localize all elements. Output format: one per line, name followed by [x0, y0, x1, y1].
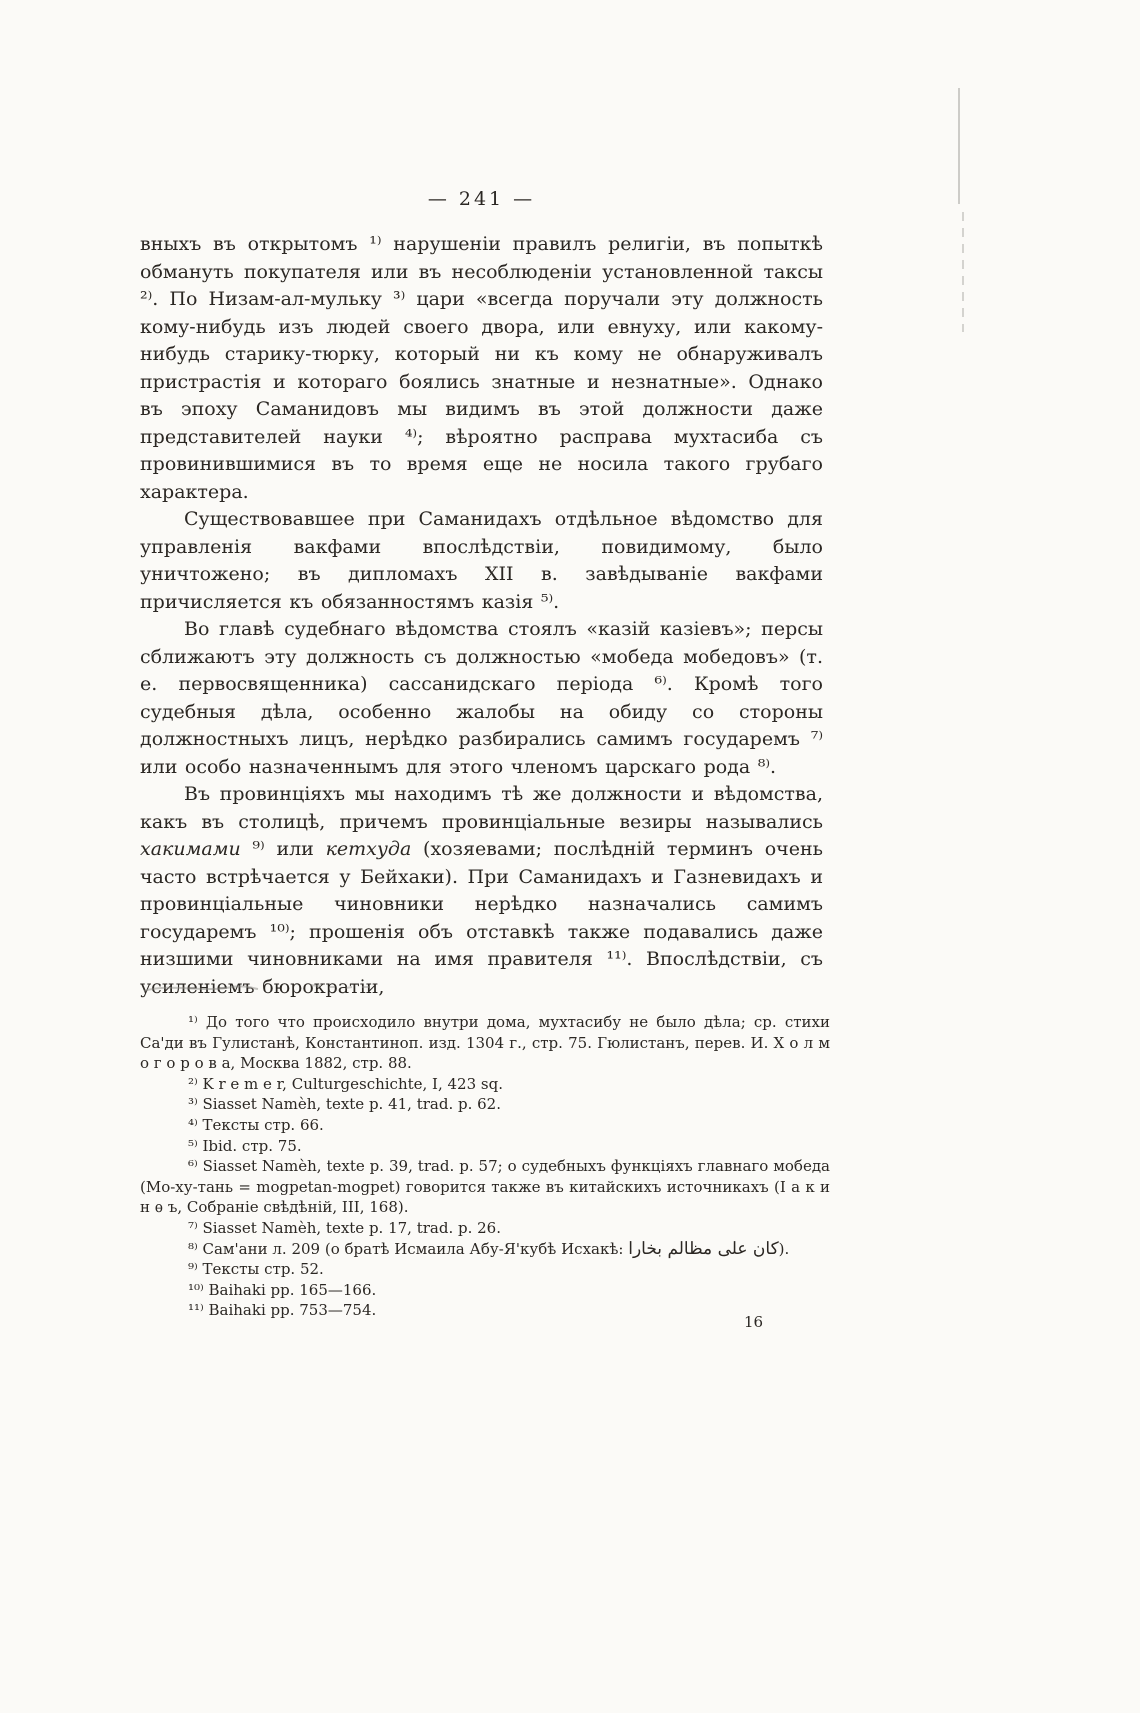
text-run: Во главѣ судебнаго вѣдомства стоялъ «казій казіевъ»; персы сближаютъ эту должность съ должностью «мобеда мобедовъ» (т. е. первосвященника) сассанидскаго періода ⁶⁾. Кромѣ того судебныя дѣла, особенно жалобы на обиду со стороны должностныхъ лицъ, нерѣдко разбирались самимъ государемъ ⁷⁾ или особо назначеннымъ для этого членомъ царскаго рода ⁸⁾.	[140, 618, 823, 778]
text-run: Baihaki pp. 165—166.	[208, 1280, 377, 1299]
text-run: Siasset Namèh, texte p. 39, trad. p. 57; о судебныхъ функціяхъ главнаго мобеда (Мо-ху-тань = mogpetan-mogpet) говорится также въ китайскихъ источникахъ (І а к и н ѳ ъ, Собраніе свѣдѣній, III, 168).	[140, 1157, 831, 1217]
footnote	[140, 1156, 830, 1218]
footnote	[140, 1259, 830, 1280]
footnote	[140, 1094, 830, 1115]
footnotes	[140, 1012, 830, 1321]
paragraph	[140, 231, 823, 506]
footnote-marker: ⁸⁾	[188, 1239, 203, 1258]
footnote	[140, 1012, 830, 1074]
footnote-marker: ⁶⁾	[188, 1157, 203, 1176]
footnote	[140, 1074, 830, 1095]
text-run: Тексты стр. 52.	[202, 1260, 324, 1279]
text-run: Baihaki pp. 753—754.	[208, 1301, 377, 1320]
scan-edge-artifact-dotted	[962, 212, 964, 332]
text-run: кетхуда	[325, 838, 412, 860]
footnote	[140, 1136, 830, 1157]
footnote-marker: ⁵⁾	[188, 1136, 203, 1155]
footnote-marker: ⁷⁾	[188, 1218, 203, 1237]
text-run: Въ провинціяхъ мы находимъ тѣ же должности и вѣдомства, какъ въ столицѣ, причемъ провинціальные везиры назывались	[140, 783, 823, 833]
text-run: K r e m e r, Culturgeschichte, I, 423 sq.	[202, 1074, 503, 1093]
footnote-marker: ¹¹⁾	[188, 1301, 209, 1320]
footnote-marker: ²⁾	[188, 1074, 203, 1093]
footnote-marker: ⁹⁾	[188, 1260, 203, 1279]
text-run: Тексты стр. 66.	[202, 1115, 324, 1134]
footnote-marker: ³⁾	[188, 1095, 203, 1114]
footnote	[140, 1115, 830, 1136]
paragraph	[140, 506, 823, 616]
footnote-marker: ¹⁾	[188, 1013, 206, 1031]
footnote	[140, 1300, 830, 1321]
text-run: хакимами	[140, 838, 241, 860]
body-text	[140, 231, 823, 1001]
footnote	[140, 1239, 830, 1260]
text-run: Siasset Namèh, texte p. 41, trad. p. 62.	[202, 1095, 501, 1114]
footnote	[140, 1218, 830, 1239]
arabic-citation: كان على مظالم بخارا	[628, 1238, 779, 1259]
page-number-top: — 241 —	[427, 188, 536, 210]
footnote-marker: ⁴⁾	[188, 1115, 203, 1134]
text-run: Ibid. стр. 75.	[202, 1136, 302, 1155]
paragraph	[140, 616, 823, 781]
paragraph	[140, 781, 823, 1001]
text-run: Сам'ани л. 209 (о братѣ Исмаила Абу-Я'кубѣ Исхакѣ:	[202, 1239, 629, 1258]
text-run: До того что происходило внутри дома, мухтасибу не было дѣла; ср. стихи Са'ди въ Гулистанѣ, Константиноп. изд. 1304 г., стр. 75. Гюлистанъ, перев. И. Х о л м о г о р о в а, Москва 1882, стр. 88.	[140, 1013, 830, 1073]
footnote-marker: ¹⁰⁾	[188, 1280, 209, 1299]
text-run: Существовавшее при Саманидахъ отдѣльное вѣдомство для управленія вакфами впослѣдствіи, повидимому, было уничтожено; въ дипломахъ XII в. завѣдываніе вакфами причисляется къ обязанностямъ казія ⁵⁾.	[140, 508, 823, 613]
text-run: ⁹⁾ или	[240, 838, 326, 860]
scan-edge-artifact	[958, 88, 960, 204]
signature-number: 16	[744, 1313, 764, 1331]
text-run: (хозяевами; послѣдній терминъ очень часто встрѣчается у Бейхаки). При Саманидахъ и Газневидахъ и провинціальные чиновники нерѣдко назначались самимъ государемъ ¹⁰⁾; прошенія объ отставкѣ также подавались даже низшими чиновниками на имя правителя ¹¹⁾. Впослѣдствіи, съ усиленіемъ бюрократіи,	[140, 838, 823, 998]
text-run: ).	[778, 1239, 790, 1258]
text-run: вныхъ въ открытомъ ¹⁾ нарушеніи правилъ религіи, въ попыткѣ обмануть покупателя или въ несоблюденіи установленной таксы ²⁾. По Низам-ал-мульку ³⁾ цари «всегда поручали эту должность кому-нибудь изъ людей своего двора, или евнуху, или какому-нибудь старику-тюрку, который ни къ кому не обнаруживалъ пристрастія и котораго боялись знатные и незнатные». Однако въ эпоху Саманидовъ мы видимъ въ этой должности даже представителей науки ⁴⁾; вѣроятно расправа мухтасиба съ провинившимися въ то время еще не носила такого грубаго характера.	[140, 233, 823, 503]
text-run: Siasset Namèh, texte p. 17, trad. p. 26.	[202, 1218, 501, 1237]
footnote	[140, 1280, 830, 1301]
